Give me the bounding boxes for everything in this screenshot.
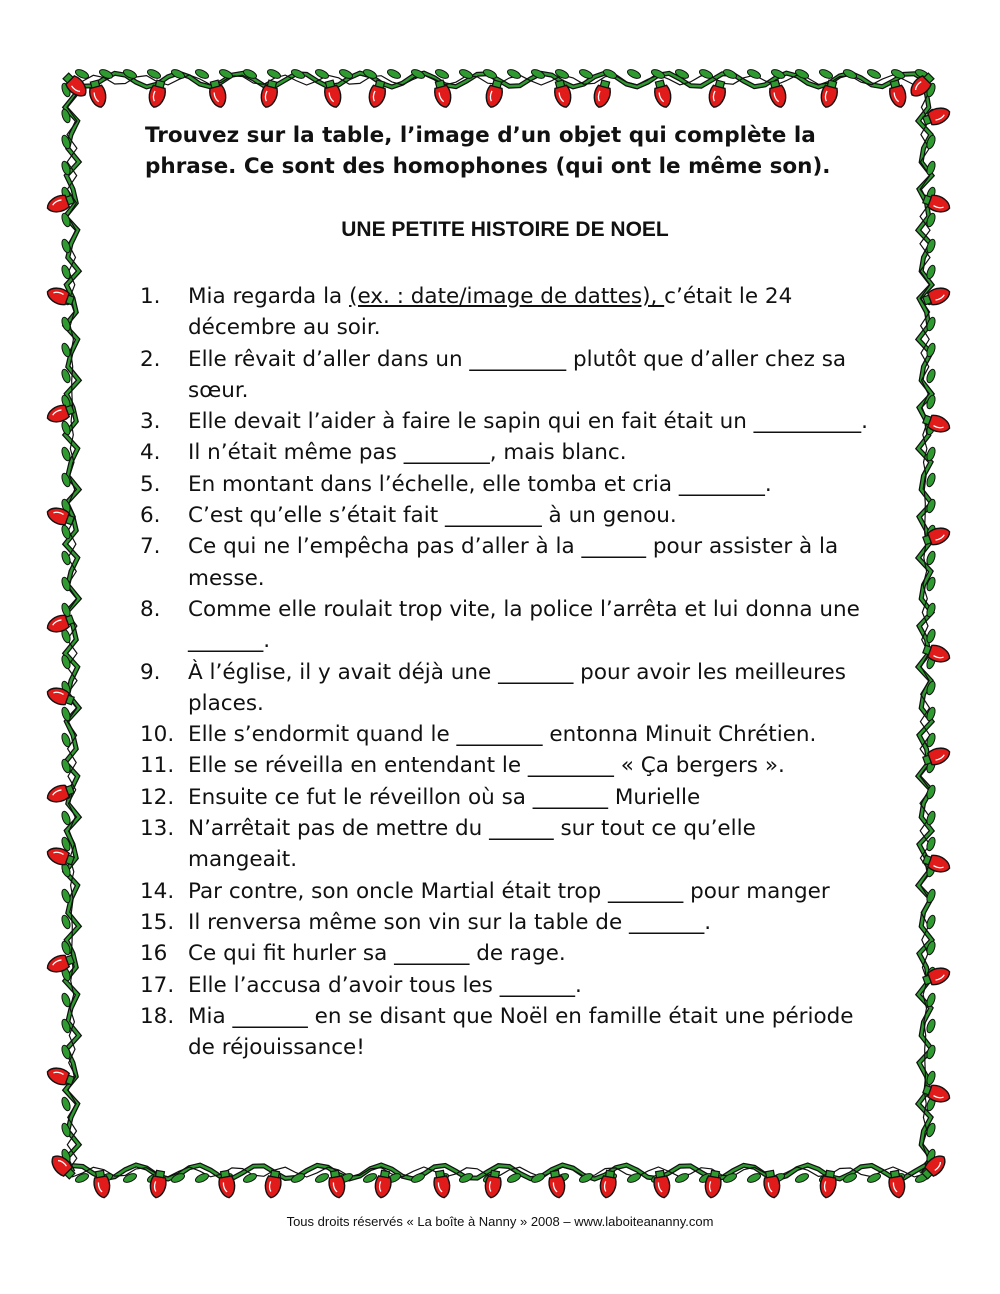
leaf xyxy=(74,1172,90,1184)
item-text: Elle rêvait d’aller dans un _________ plutôt que d’aller chez sa sœur. xyxy=(188,346,847,403)
list-item xyxy=(140,938,870,969)
item-text: À l’église, il y avait déjà une _______ pour avoir les meilleures places. xyxy=(188,659,846,716)
item-text: Elle se réveilla en entendant le ________ « Ça bergers ». xyxy=(188,753,785,779)
light-bulb xyxy=(45,285,76,309)
item-number: 10. xyxy=(140,722,175,748)
leaf xyxy=(866,1172,882,1184)
item-text: Elle devait l’aider à faire le sapin qui en fait était un __________. xyxy=(188,409,869,435)
list-item xyxy=(140,469,870,500)
leaf xyxy=(290,1172,306,1184)
item-number: 12. xyxy=(140,784,175,810)
leaf xyxy=(458,68,474,80)
leaf xyxy=(794,1172,810,1184)
leaf xyxy=(170,68,186,80)
leaf xyxy=(482,68,498,80)
leaf xyxy=(194,1172,210,1184)
leaf xyxy=(602,68,618,80)
leaf xyxy=(722,68,738,80)
light-bulb xyxy=(652,79,674,109)
item-text: Elle l’accusa d’avoir tous les _______. xyxy=(188,972,582,998)
leaf xyxy=(60,810,71,826)
item-text: Ensuite ce fut le réveillon où sa _______ Murielle xyxy=(188,784,701,810)
example-answer: (ex. : date/image de dattes), xyxy=(349,284,665,309)
item-number: 2. xyxy=(140,346,161,372)
leaf xyxy=(362,68,378,80)
item-text: Ce qui ne l’empêcha pas d’aller à la ______ pour assister à la messe. xyxy=(188,534,839,591)
leaf xyxy=(925,706,936,722)
leaf xyxy=(925,342,936,358)
instructions: Trouvez sur la table, l’image d’un objet qui complète la phrase. Ce sont des homophones (qui ont le même son). xyxy=(145,123,831,179)
item-number: 4. xyxy=(140,440,161,466)
light-bulb xyxy=(45,612,76,636)
leaf xyxy=(60,342,71,358)
leaf xyxy=(925,992,936,1008)
leaf xyxy=(60,758,71,774)
leaf xyxy=(60,706,71,722)
light-bulb xyxy=(432,1170,452,1199)
item-number: 16 xyxy=(140,941,168,967)
leaf xyxy=(122,68,138,80)
item-number: 14. xyxy=(140,878,175,904)
item-text: Mia _______ en se disant que Noël en famille était une période de réjouissance! xyxy=(188,1003,854,1061)
leaf xyxy=(60,420,71,436)
item-number: 9. xyxy=(140,659,161,685)
leaf xyxy=(60,264,71,280)
leaf xyxy=(60,992,71,1008)
story-title: UNE PETITE HISTOIRE DE NOEL xyxy=(341,218,669,241)
leaf xyxy=(925,628,936,644)
item-text: Elle s’endormit quand le ________ entonna Minuit Chrétien. xyxy=(188,722,817,748)
leaf xyxy=(925,264,936,280)
list-item xyxy=(140,344,870,407)
leaf xyxy=(818,68,834,80)
leaf xyxy=(925,732,936,748)
item-text: En montant dans l’échelle, elle tomba et cria ________. xyxy=(188,471,772,497)
leaf xyxy=(674,1172,690,1184)
item-text: Mia regarda la (ex. : date/image de dattes), c’était le 24 décembre au soir. xyxy=(188,284,793,341)
leaf xyxy=(60,888,71,904)
leaf xyxy=(170,1172,186,1184)
leaf xyxy=(866,68,882,80)
leaf xyxy=(578,68,594,80)
light-bulb xyxy=(45,845,76,869)
list-item xyxy=(140,594,870,657)
list-item xyxy=(140,500,870,531)
item-number: 8. xyxy=(140,596,161,622)
item-text: Comme elle roulait trop vite, la police l’arrêta et lui donna une _______. xyxy=(188,596,860,654)
item-number: 17. xyxy=(140,972,175,998)
leaf xyxy=(626,68,642,80)
leaf xyxy=(218,68,234,80)
leaf xyxy=(146,68,162,80)
list-item xyxy=(140,750,870,781)
leaf xyxy=(626,1172,642,1184)
leaf xyxy=(925,160,936,176)
list-item xyxy=(140,907,870,938)
item-text: Il renversa même son vin sur la table de _______. xyxy=(188,909,712,935)
item-text: Ce qui fit hurler sa _______ de rage. xyxy=(188,941,566,967)
list-item xyxy=(140,813,870,876)
leaf xyxy=(842,1172,858,1184)
leaf xyxy=(122,1172,138,1184)
list-item xyxy=(140,531,870,594)
item-text: Il n’était même pas ________, mais blanc. xyxy=(188,440,627,466)
light-bulb xyxy=(45,782,76,806)
item-text: N’arrêtait pas de mettre du ______ sur tout ce qu’elle mangeait. xyxy=(188,816,756,873)
item-number: 6. xyxy=(140,503,161,529)
item-number: 5. xyxy=(140,471,161,497)
item-number: 1. xyxy=(140,284,161,309)
item-text: C’est qu’elle s’était fait _________ à un genou. xyxy=(188,503,677,529)
list-item xyxy=(140,281,870,344)
leaf xyxy=(410,1172,426,1184)
light-bulb xyxy=(818,1170,838,1199)
list-item xyxy=(140,657,870,720)
list-item xyxy=(140,970,870,1001)
light-bulb xyxy=(207,79,229,109)
leaf xyxy=(746,68,762,80)
light-bulb xyxy=(922,642,953,666)
item-number: 18. xyxy=(140,1003,175,1029)
leaf xyxy=(60,160,71,176)
leaf xyxy=(386,68,402,80)
copyright-footer: Tous droits réservés « La boîte à Nanny » 2008 – www.laboiteananny.com xyxy=(286,1214,714,1229)
list-item xyxy=(140,782,870,813)
list-item xyxy=(140,1001,870,1064)
item-number: 3. xyxy=(140,409,161,435)
list-item xyxy=(140,876,870,907)
leaf xyxy=(698,68,714,80)
leaf xyxy=(266,68,282,80)
leaf xyxy=(746,1172,762,1184)
leaf xyxy=(842,68,858,80)
item-number: 13. xyxy=(140,816,175,842)
list-item xyxy=(140,437,870,468)
item-number: 11. xyxy=(140,753,175,779)
item-text: Par contre, son oncle Martial était trop _______ pour manger xyxy=(188,878,830,904)
leaf xyxy=(925,550,936,566)
item-number: 7. xyxy=(140,534,161,560)
exercise-list xyxy=(140,281,870,1063)
leaf xyxy=(506,1172,522,1184)
item-number: 15. xyxy=(140,909,175,935)
leaf xyxy=(925,914,936,930)
leaf xyxy=(890,68,906,80)
list-item xyxy=(140,719,870,750)
leaf xyxy=(925,888,936,904)
list-item xyxy=(140,406,870,437)
